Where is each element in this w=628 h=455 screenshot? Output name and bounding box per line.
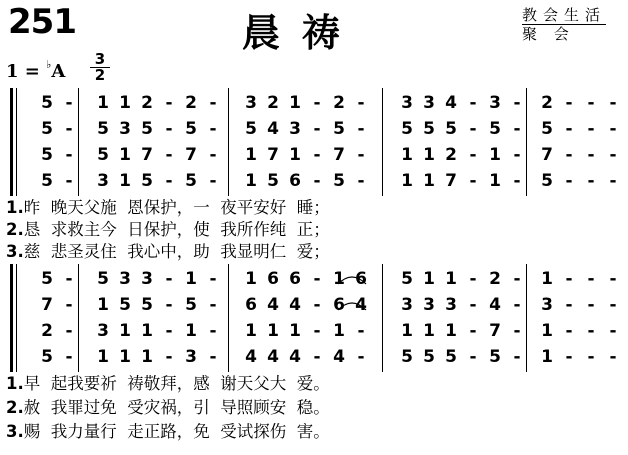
- dash-mark: -: [469, 295, 477, 315]
- dash-mark: -: [587, 321, 595, 341]
- note: 6: [289, 171, 301, 191]
- note: 4: [267, 347, 279, 367]
- note: 5: [141, 171, 153, 191]
- dash-mark: -: [469, 347, 477, 367]
- flat-symbol: ♭: [46, 58, 52, 71]
- note: 1: [289, 93, 301, 113]
- note: 1: [119, 93, 131, 113]
- note: 3: [185, 347, 197, 367]
- note: 4: [267, 295, 279, 315]
- note: 4: [489, 295, 501, 315]
- note: 5: [541, 119, 553, 139]
- dash-mark: -: [609, 119, 617, 139]
- dash-mark: -: [513, 93, 521, 113]
- dash-mark: -: [587, 295, 595, 315]
- note: 3: [289, 119, 301, 139]
- note: 5: [541, 171, 553, 191]
- dash-mark: -: [65, 347, 73, 367]
- dash-mark: -: [587, 145, 595, 165]
- note: 6: [355, 269, 367, 289]
- note: 5: [489, 347, 501, 367]
- dash-mark: -: [209, 93, 217, 113]
- note: 5: [97, 145, 109, 165]
- note: 4: [333, 347, 345, 367]
- dash-mark: -: [313, 321, 321, 341]
- dash-mark: -: [469, 171, 477, 191]
- note: 3: [423, 93, 435, 113]
- dash-mark: -: [209, 145, 217, 165]
- dash-mark: -: [565, 93, 573, 113]
- dash-mark: -: [469, 119, 477, 139]
- note: 2: [41, 321, 53, 341]
- note: 7: [141, 145, 153, 165]
- category-label: 教会生活: [522, 6, 607, 24]
- note: 1: [185, 269, 197, 289]
- note: 1: [489, 145, 501, 165]
- note: 1: [245, 171, 257, 191]
- note: 1: [489, 171, 501, 191]
- lyric-line: 3.慈 悲圣灵住 我心中，助 我显明仁 爱；: [6, 242, 330, 261]
- note: 2: [141, 93, 153, 113]
- dash-mark: -: [65, 145, 73, 165]
- dash-mark: -: [65, 119, 73, 139]
- dash-mark: -: [513, 295, 521, 315]
- note: 1: [245, 269, 257, 289]
- note: 5: [445, 347, 457, 367]
- note: 5: [185, 119, 197, 139]
- subcategory-label: 聚 会: [522, 25, 575, 43]
- note: 1: [401, 145, 413, 165]
- note: 5: [41, 347, 53, 367]
- dash-mark: -: [357, 119, 365, 139]
- note: 5: [97, 119, 109, 139]
- note: 7: [445, 171, 457, 191]
- note: 1: [141, 321, 153, 341]
- note: 5: [333, 171, 345, 191]
- note: 1: [245, 321, 257, 341]
- dash-mark: -: [313, 93, 321, 113]
- key-prefix: 1 =: [6, 61, 47, 82]
- note: 3: [445, 295, 457, 315]
- dash-mark: -: [565, 321, 573, 341]
- time-signature-top: 3: [90, 52, 110, 68]
- note: 2: [541, 93, 553, 113]
- dash-mark: -: [209, 347, 217, 367]
- note: 1: [423, 171, 435, 191]
- note: 1: [445, 321, 457, 341]
- dash-mark: -: [565, 269, 573, 289]
- dash-mark: -: [609, 145, 617, 165]
- dash-mark: -: [609, 93, 617, 113]
- note: 6: [289, 269, 301, 289]
- dash-mark: -: [65, 295, 73, 315]
- note: 4: [289, 295, 301, 315]
- note: 6: [333, 295, 345, 315]
- dash-mark: -: [65, 321, 73, 341]
- note: 3: [97, 171, 109, 191]
- note: 7: [489, 321, 501, 341]
- dash-mark: -: [609, 321, 617, 341]
- dash-mark: -: [357, 171, 365, 191]
- note: 5: [41, 269, 53, 289]
- dash-mark: -: [513, 119, 521, 139]
- dash-mark: -: [587, 93, 595, 113]
- lyric-line: 3.赐 我力量行 走正路，免 受试探伤 害。: [6, 422, 330, 441]
- dash-mark: -: [313, 119, 321, 139]
- dash-mark: -: [313, 145, 321, 165]
- note: 1: [267, 321, 279, 341]
- note: 1: [541, 321, 553, 341]
- note: 1: [97, 93, 109, 113]
- note: 1: [289, 145, 301, 165]
- note: 4: [445, 93, 457, 113]
- note: 5: [119, 295, 131, 315]
- note: 4: [355, 295, 367, 315]
- dash-mark: -: [165, 171, 173, 191]
- note: 5: [141, 119, 153, 139]
- time-signature-bottom: 2: [94, 66, 106, 84]
- hymn-number: 251: [8, 2, 76, 42]
- dash-mark: -: [165, 145, 173, 165]
- note: 3: [119, 269, 131, 289]
- dash-mark: -: [209, 269, 217, 289]
- dash-mark: -: [357, 145, 365, 165]
- note: 4: [245, 347, 257, 367]
- dash-mark: -: [209, 171, 217, 191]
- dash-mark: -: [587, 171, 595, 191]
- dash-mark: -: [165, 321, 173, 341]
- dash-mark: -: [357, 93, 365, 113]
- note: 3: [119, 119, 131, 139]
- dash-mark: -: [65, 93, 73, 113]
- note: 7: [41, 295, 53, 315]
- dash-mark: -: [565, 119, 573, 139]
- lyric-line: 2.赦 我罪过免 受灾祸，引 导照顾安 稳。: [6, 398, 330, 417]
- dash-mark: -: [313, 347, 321, 367]
- dash-mark: -: [313, 171, 321, 191]
- dash-mark: -: [209, 321, 217, 341]
- note: 2: [185, 93, 197, 113]
- note: 3: [97, 321, 109, 341]
- note: 7: [541, 145, 553, 165]
- note: 1: [97, 347, 109, 367]
- note: 1: [185, 321, 197, 341]
- note: 3: [541, 295, 553, 315]
- note: 1: [333, 269, 345, 289]
- dash-mark: -: [565, 295, 573, 315]
- dash-mark: -: [469, 145, 477, 165]
- lyric-line: 2.恳 求救主今 日保护，使 我所作纯 正；: [6, 220, 330, 239]
- note: 1: [401, 171, 413, 191]
- dash-mark: -: [609, 171, 617, 191]
- note: 5: [185, 171, 197, 191]
- dash-mark: -: [165, 269, 173, 289]
- note: 3: [401, 295, 413, 315]
- dash-mark: -: [513, 269, 521, 289]
- note: 1: [119, 321, 131, 341]
- note: 1: [119, 171, 131, 191]
- dash-mark: -: [65, 269, 73, 289]
- note: 7: [185, 145, 197, 165]
- note: 1: [289, 321, 301, 341]
- note: 5: [423, 347, 435, 367]
- dash-mark: -: [469, 93, 477, 113]
- dash-mark: -: [565, 145, 573, 165]
- dash-mark: -: [209, 119, 217, 139]
- lyric-line: 1.昨 晚天父施 恩保护，一 夜平安好 睡；: [6, 198, 330, 217]
- note: 5: [41, 119, 53, 139]
- dash-mark: -: [587, 269, 595, 289]
- note: 1: [541, 269, 553, 289]
- note: 3: [489, 93, 501, 113]
- dash-mark: -: [165, 93, 173, 113]
- dash-mark: -: [313, 269, 321, 289]
- dash-mark: -: [513, 321, 521, 341]
- dash-mark: -: [565, 171, 573, 191]
- note: 1: [245, 145, 257, 165]
- note: 1: [333, 321, 345, 341]
- dash-mark: -: [587, 347, 595, 367]
- dash-mark: -: [357, 347, 365, 367]
- dash-mark: -: [165, 347, 173, 367]
- note: 1: [423, 321, 435, 341]
- note: 2: [445, 145, 457, 165]
- note: 1: [423, 269, 435, 289]
- dash-mark: -: [469, 269, 477, 289]
- dash-mark: -: [165, 119, 173, 139]
- dash-mark: -: [609, 269, 617, 289]
- note: 6: [267, 269, 279, 289]
- note: 1: [401, 321, 413, 341]
- note: 5: [245, 119, 257, 139]
- note: 1: [423, 145, 435, 165]
- dash-mark: -: [513, 145, 521, 165]
- note: 7: [267, 145, 279, 165]
- note: 5: [333, 119, 345, 139]
- note: 1: [445, 269, 457, 289]
- dash-mark: -: [313, 295, 321, 315]
- note: 5: [267, 171, 279, 191]
- dash-mark: -: [513, 171, 521, 191]
- lyric-line: 1.早 起我要祈 祷敬拜，感 谢天父大 爱。: [6, 374, 330, 393]
- note: 5: [423, 119, 435, 139]
- note: 3: [141, 269, 153, 289]
- dash-mark: -: [587, 119, 595, 139]
- note: 2: [267, 93, 279, 113]
- note: 5: [97, 269, 109, 289]
- note: 3: [245, 93, 257, 113]
- note: 5: [445, 119, 457, 139]
- dash-mark: -: [165, 295, 173, 315]
- note: 5: [401, 119, 413, 139]
- note: 3: [423, 295, 435, 315]
- dash-mark: -: [357, 321, 365, 341]
- note: 1: [97, 295, 109, 315]
- note: 2: [333, 93, 345, 113]
- key-note: A: [51, 61, 66, 82]
- note: 5: [401, 347, 413, 367]
- note: 5: [41, 93, 53, 113]
- note: 4: [289, 347, 301, 367]
- dash-mark: -: [469, 321, 477, 341]
- note: 2: [489, 269, 501, 289]
- note: 1: [119, 347, 131, 367]
- dash-mark: -: [209, 295, 217, 315]
- dash-mark: -: [565, 347, 573, 367]
- slur: [338, 303, 366, 310]
- note: 7: [333, 145, 345, 165]
- note: 5: [141, 295, 153, 315]
- hymn-title: 晨祷: [242, 10, 363, 55]
- dash-mark: -: [609, 347, 617, 367]
- dash-mark: -: [609, 295, 617, 315]
- note: 5: [489, 119, 501, 139]
- slur: [338, 277, 366, 284]
- note: 1: [541, 347, 553, 367]
- dash-mark: -: [65, 171, 73, 191]
- note: 5: [185, 295, 197, 315]
- note: 1: [141, 347, 153, 367]
- dash-mark: -: [513, 347, 521, 367]
- note: 1: [119, 145, 131, 165]
- note: 5: [401, 269, 413, 289]
- note: 6: [245, 295, 257, 315]
- note: 5: [41, 171, 53, 191]
- note: 4: [267, 119, 279, 139]
- note: 5: [41, 145, 53, 165]
- note: 3: [401, 93, 413, 113]
